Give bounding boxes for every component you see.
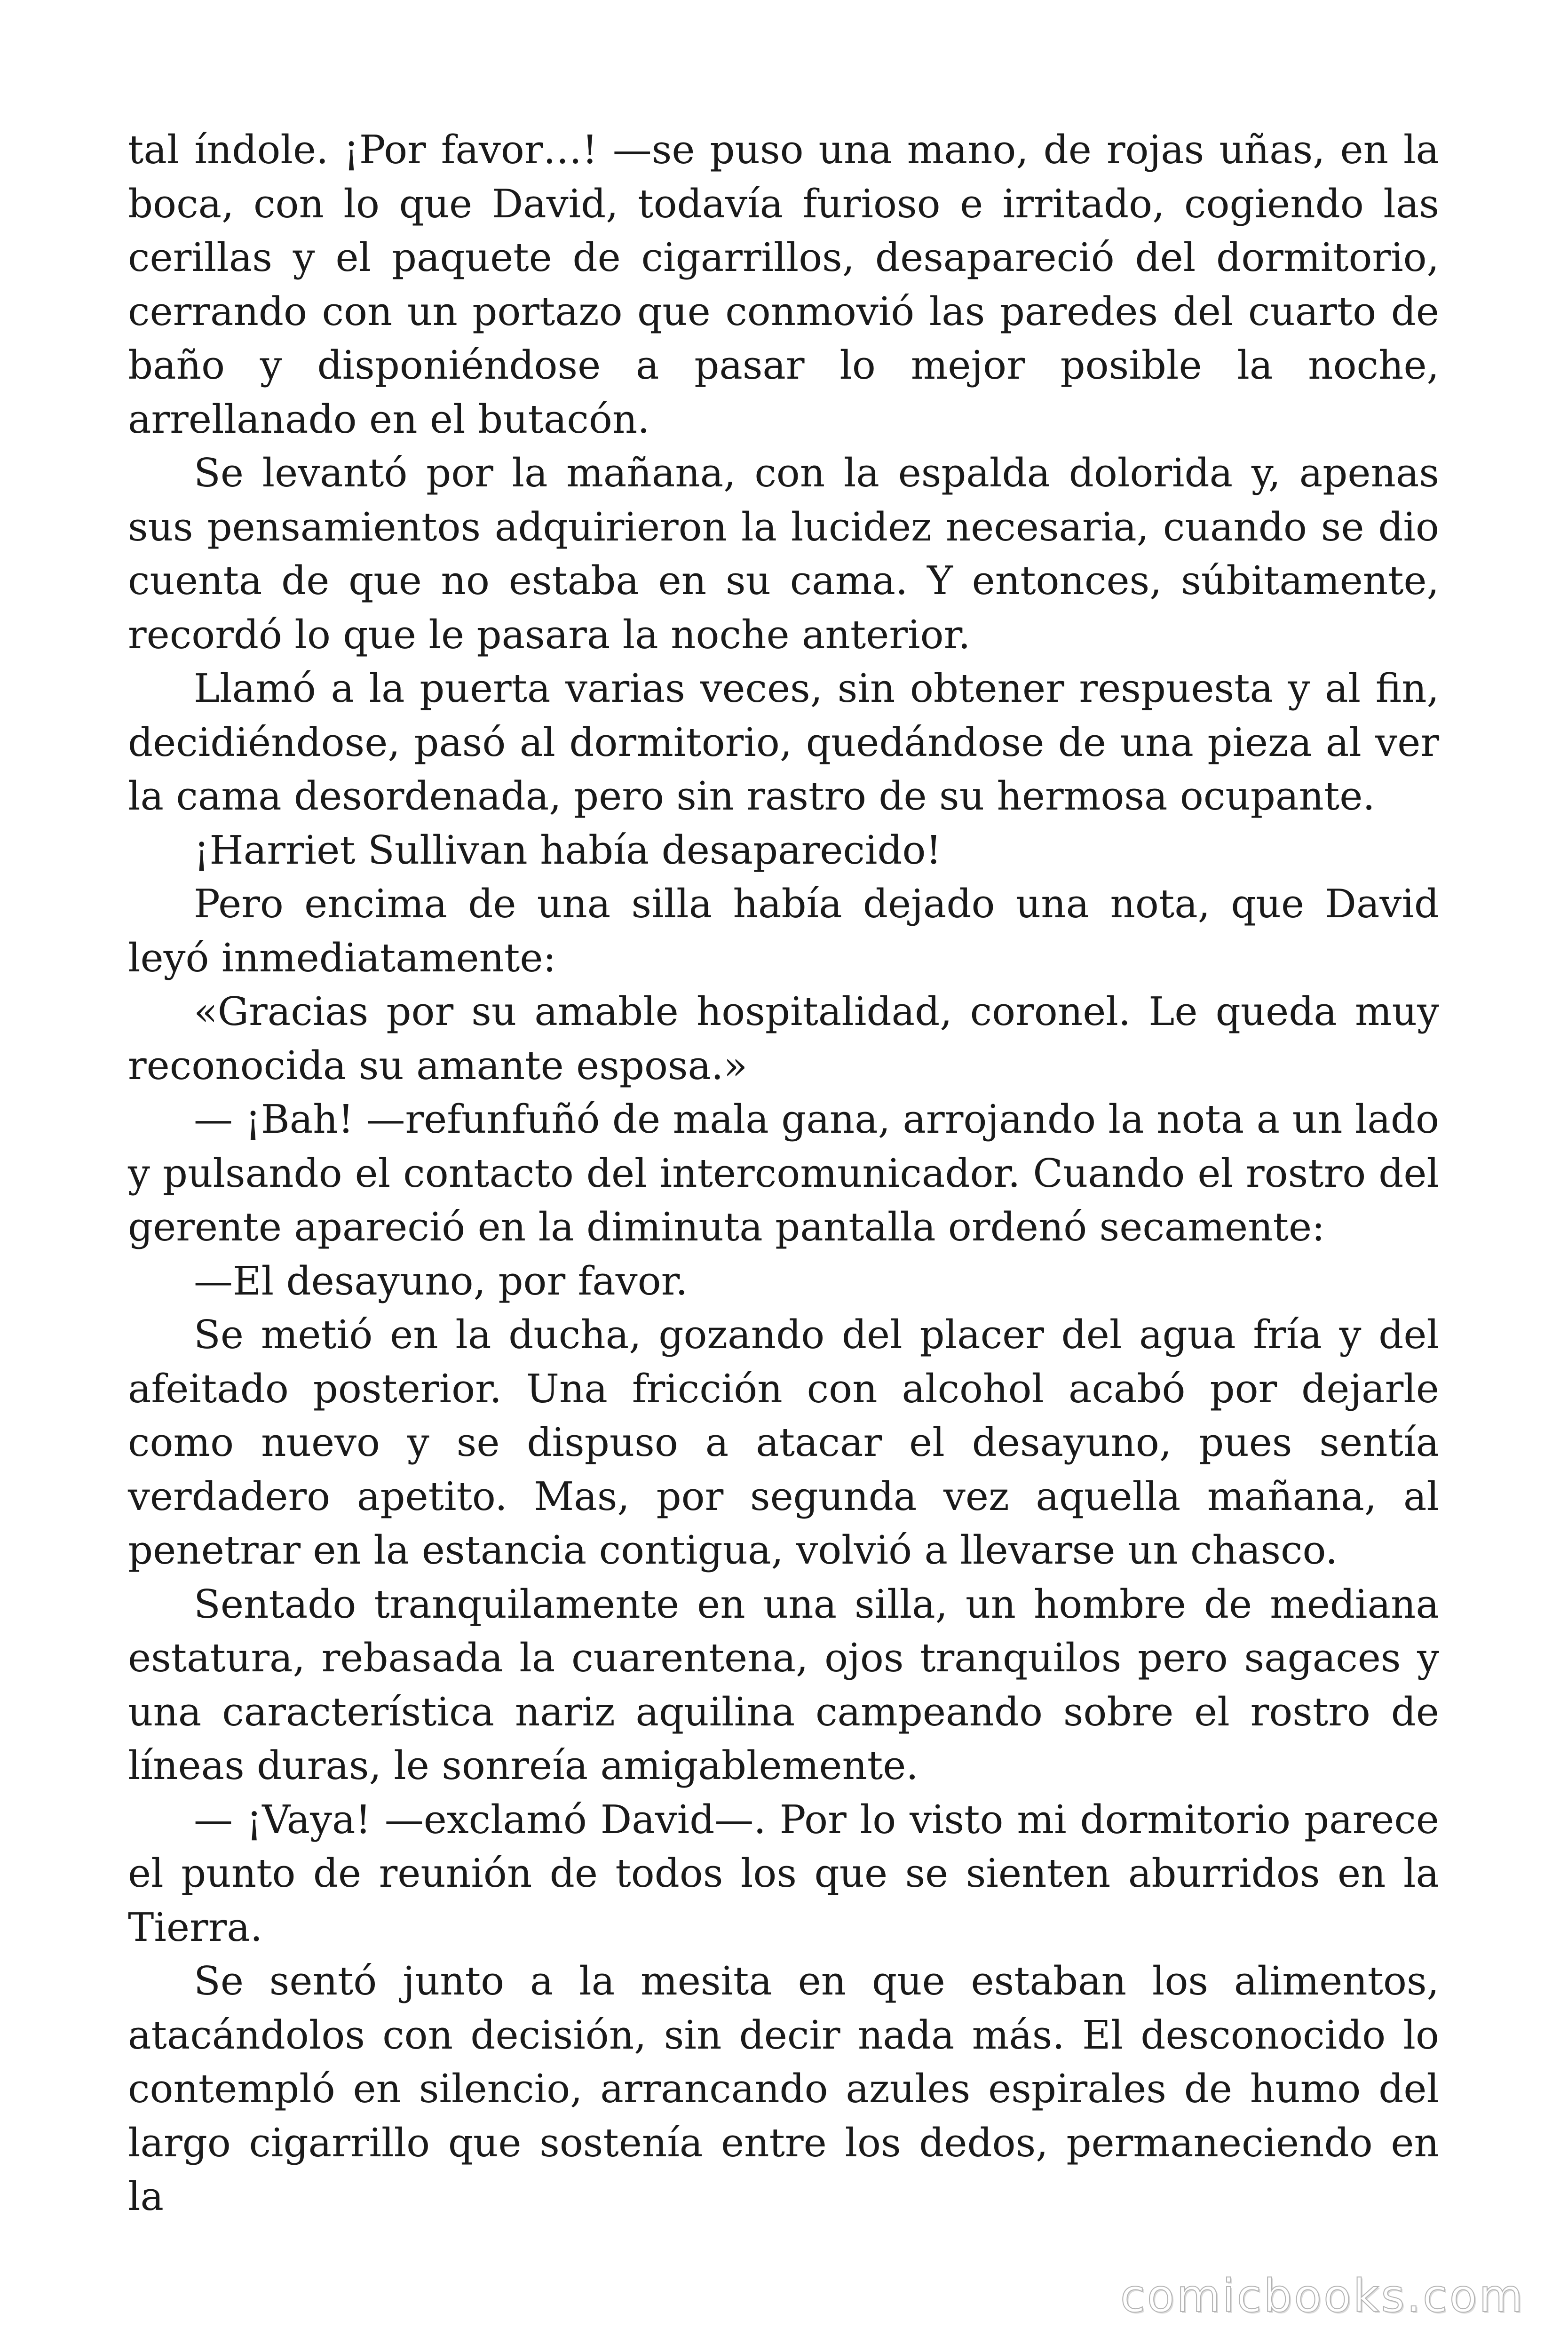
paragraph: «Gracias por su amable hospitalidad, coronel. Le queda muy reconocida su amante esposa.» [128, 989, 1439, 1089]
paragraph: Se levantó por la mañana, con la espalda dolorida y, apenas sus pensamientos adquirieron la lucidez necesaria, cuando se dio cuenta de que no estaba en su cama. Y entonces, súbitamente, recordó lo que le pasara la noche anterior. [128, 450, 1439, 658]
page-text [128, 123, 1439, 2224]
paragraph: Se sentó junto a la mesita en que estaban los alimentos, atacándolos con decisión, sin decir nada más. El desconocido lo contempló en silencio, arrancando azules espirales de humo del largo cigarrillo que sostenía entre los dedos, permaneciendo en la [128, 1958, 1439, 2219]
paragraph: Pero encima de una silla había dejado una nota, que David leyó inmediatamente: [128, 881, 1439, 981]
paragraph: —El desayuno, por favor. [194, 1258, 688, 1304]
paragraph: — ¡Bah! —refunfuñó de mala gana, arrojando la nota a un lado y pulsando el contacto del intercomunicador. Cuando el rostro del gerente apareció en la diminuta pantalla ordenó secamente: [128, 1097, 1439, 1250]
paragraph-continuation: tal índole. ¡Por favor…! —se puso una mano, de rojas uñas, en la boca, con lo que David, todavía furioso e irritado, cogiendo las cerillas y el paquete de cigarrillos, desapareció del dormitorio, cerrando con un portazo que conmovió las paredes del cuarto de baño y disponiéndose a pasar lo mejor posible la noche, arrellanado en el butacón. [128, 127, 1439, 442]
watermark: comicbooks.com [1120, 2270, 1525, 2322]
paragraph: ¡Harriet Sullivan había desaparecido! [194, 827, 942, 873]
paragraph: Llamó a la puerta varias veces, sin obtener respuesta y al fin, decidiéndose, pasó al dormitorio, quedándose de una pieza al ver la cama desordenada, pero sin rastro de su hermosa ocupante. [128, 666, 1439, 819]
paragraph: Sentado tranquilamente en una silla, un hombre de mediana estatura, rebasada la cuarentena, ojos tranquilos pero sagaces y una característica nariz aquilina campeando sobre el rostro de líneas duras, le sonreía amigablemente. [128, 1581, 1439, 1788]
paragraph: Se metió en la ducha, gozando del placer del agua fría y del afeitado posterior. Una fricción con alcohol acabó por dejarle como nuevo y se dispuso a atacar el desayuno, pues sentía verdadero apetito. Mas, por segunda vez aquella mañana, al penetrar en la estancia contigua, volvió a llevarse un chasco. [128, 1312, 1439, 1573]
paragraph: — ¡Vaya! —exclamó David—. Por lo visto mi dormitorio parece el punto de reunión de todos los que se sienten aburridos en la Tierra. [128, 1796, 1439, 1950]
